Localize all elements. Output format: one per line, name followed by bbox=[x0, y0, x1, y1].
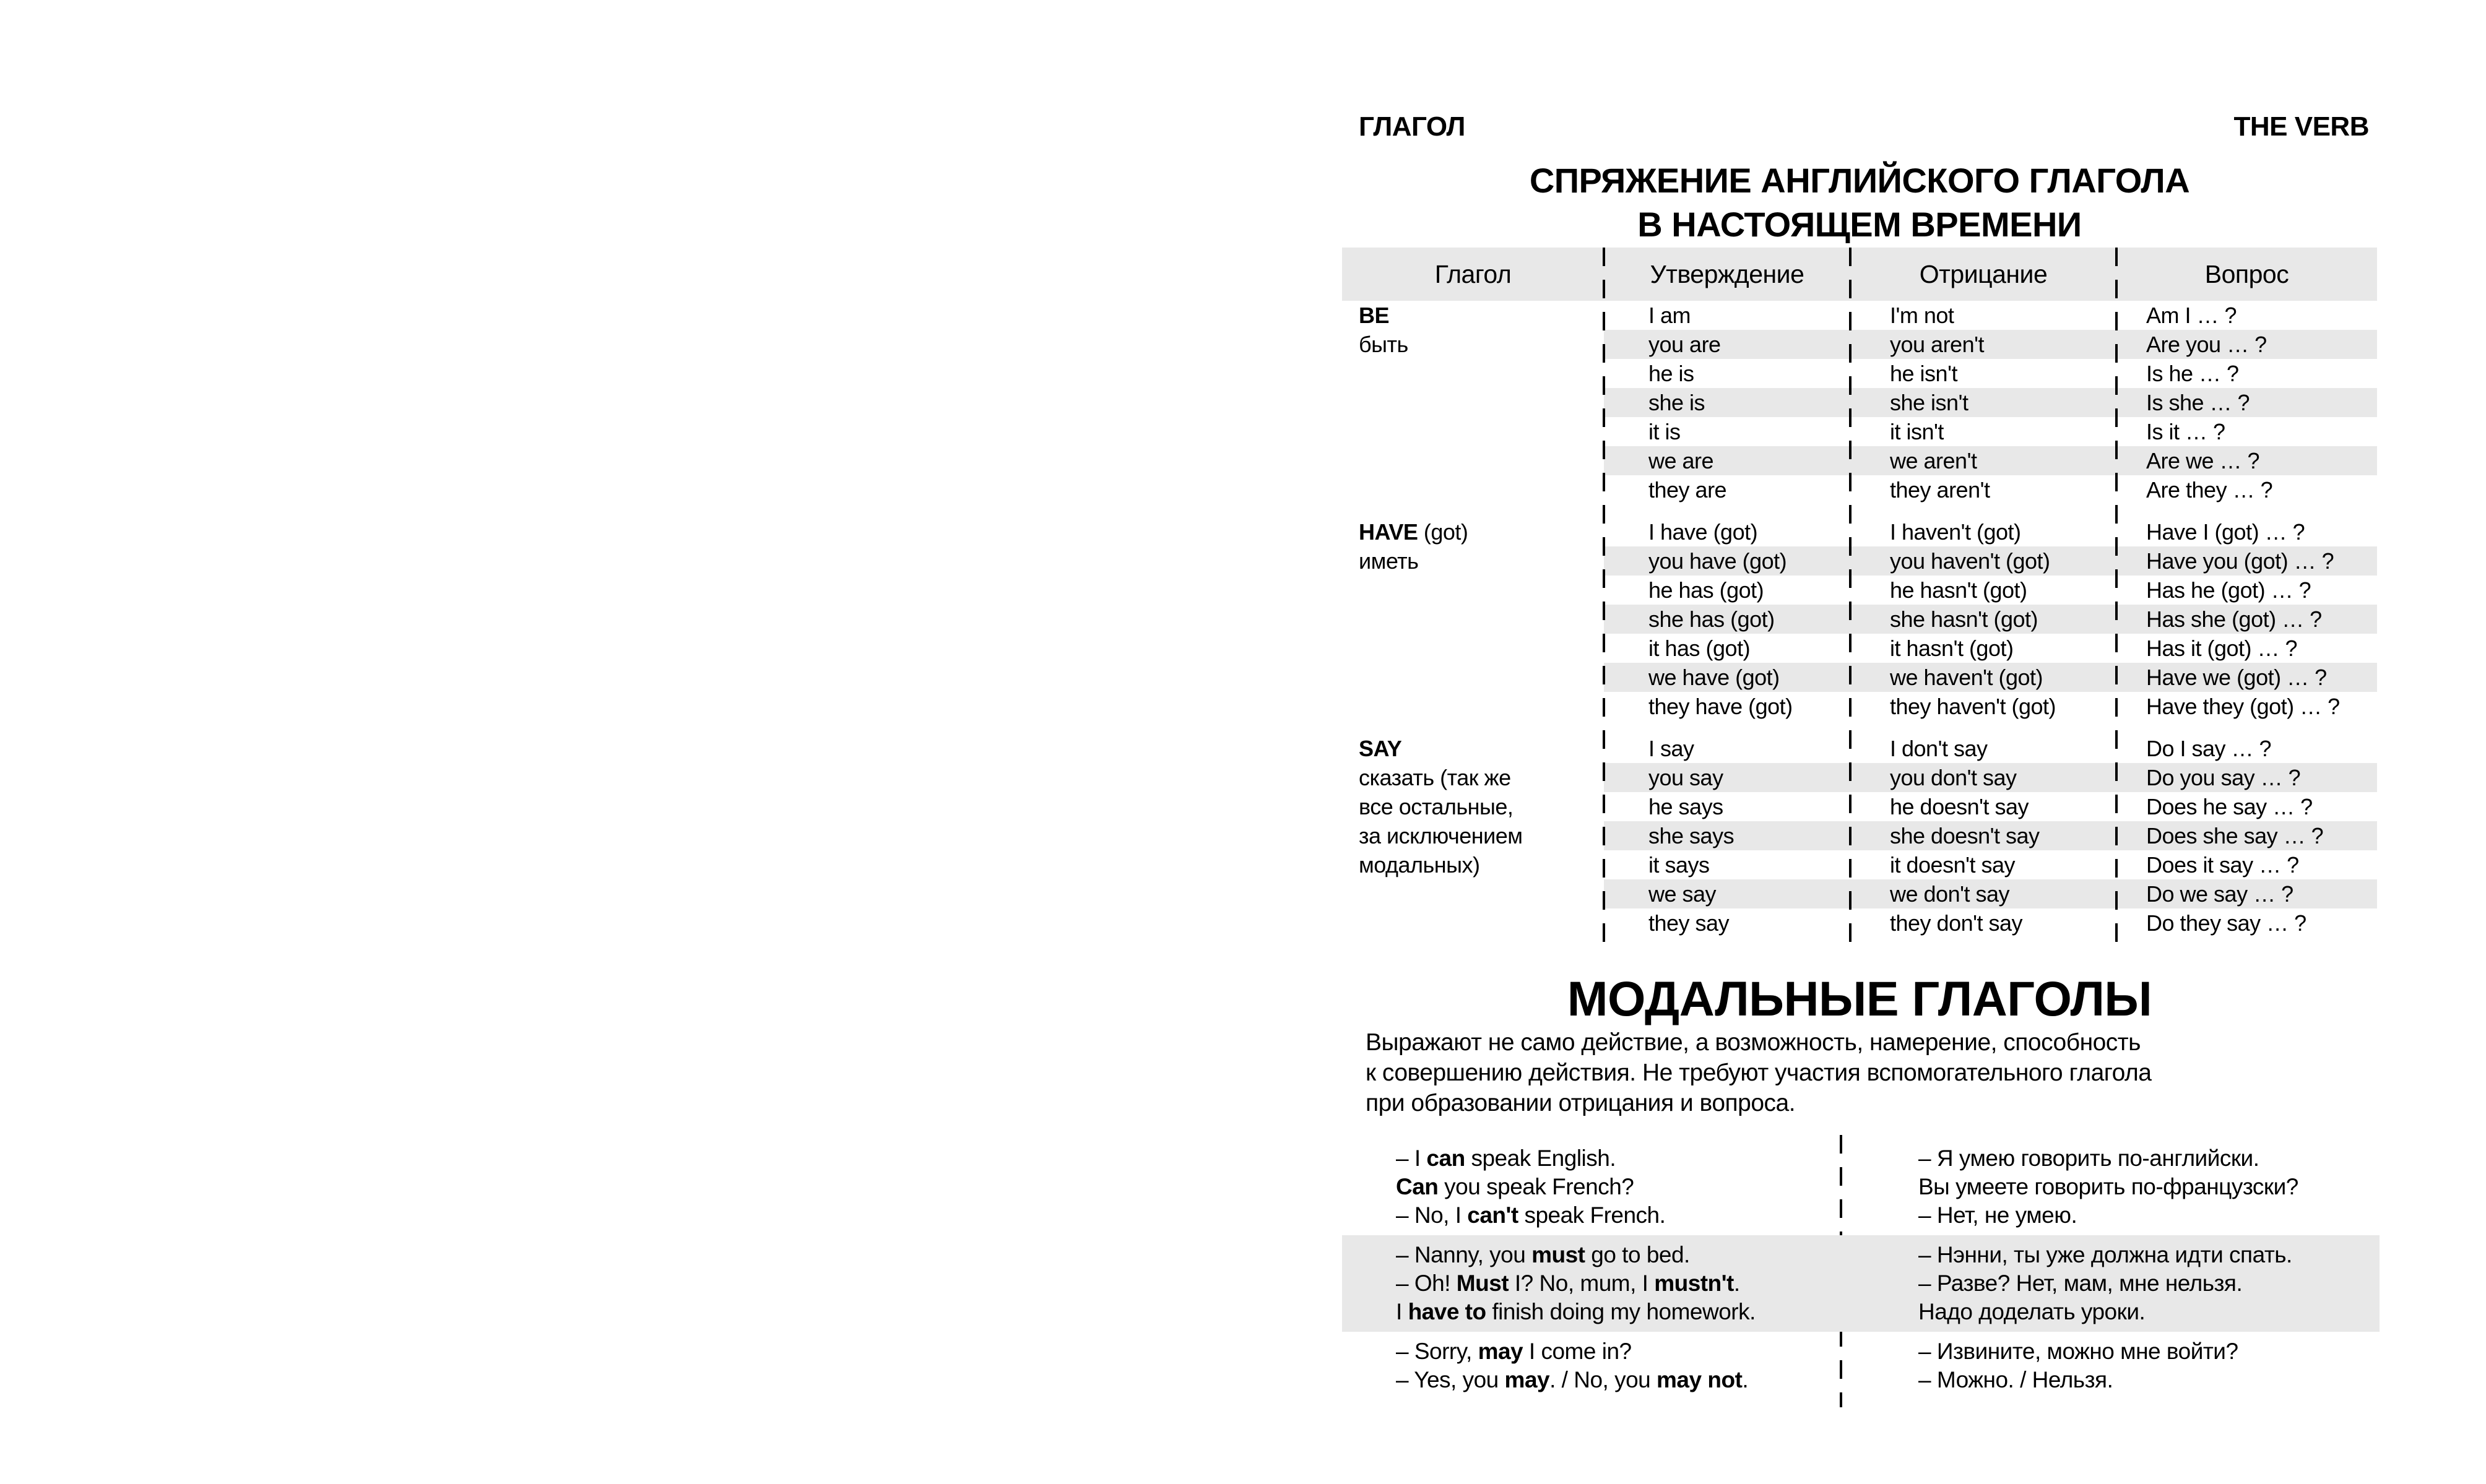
bold-modal-verb: must bbox=[1531, 1242, 1585, 1267]
verb-note: (got) bbox=[1418, 519, 1468, 545]
table-cell: Has it (got) … ? bbox=[2146, 635, 2298, 661]
running-head-right: THE VERB bbox=[2233, 111, 2369, 142]
example-russian-column bbox=[1918, 1337, 2238, 1394]
table-cell: she doesn't say bbox=[1850, 821, 2116, 850]
verb-column-cell bbox=[1342, 908, 1604, 938]
text-segment: . bbox=[1742, 1367, 1749, 1392]
table-section bbox=[1342, 734, 2377, 938]
example-line-russian: – Разве? Нет, мам, мне нельзя. bbox=[1918, 1270, 2243, 1296]
bold-modal-verb: can't bbox=[1467, 1202, 1518, 1228]
example-russian-column bbox=[1918, 1144, 2298, 1230]
table-cell: he is bbox=[1648, 360, 1694, 386]
table-cell: Does she say … ? bbox=[2116, 821, 2377, 850]
table-row bbox=[1342, 417, 2377, 446]
verb-name-line bbox=[1359, 301, 1604, 330]
table-cell: we don't say bbox=[1850, 879, 2116, 908]
table-cell: she is bbox=[1604, 388, 1850, 417]
verb-name: HAVE bbox=[1359, 519, 1418, 545]
column-divider bbox=[1849, 248, 1852, 953]
verb-column-cell bbox=[1342, 417, 1604, 446]
verb-translation-line: сказать (так же bbox=[1359, 765, 1511, 790]
table-cell: it doesn't say bbox=[1890, 852, 2015, 878]
table-cell: Is it … ? bbox=[2146, 418, 2225, 444]
table-cell: it says bbox=[1648, 852, 1710, 878]
verb-name-line bbox=[1359, 734, 1604, 763]
examples bbox=[1342, 1139, 2380, 1400]
table-cell: I have (got) bbox=[1648, 519, 1758, 545]
verb-column-cell bbox=[1342, 634, 1604, 663]
table-cell: Are you … ? bbox=[2116, 330, 2377, 359]
table-cell: Are they … ? bbox=[2146, 477, 2273, 503]
text-segment: I bbox=[1396, 1299, 1408, 1324]
table-row bbox=[1342, 475, 2377, 504]
verb-translation-line: быть bbox=[1359, 332, 1408, 357]
table-cell: they haven't (got) bbox=[1890, 693, 2056, 719]
text-segment: speak French. bbox=[1518, 1202, 1666, 1228]
example-line-russian: – Извините, можно мне войти? bbox=[1918, 1339, 2238, 1364]
text-segment: – Oh! bbox=[1396, 1270, 1457, 1296]
bold-modal-verb: Can bbox=[1396, 1174, 1439, 1199]
example-block bbox=[1342, 1139, 2380, 1235]
verb-label bbox=[1342, 517, 1604, 576]
verb-column-cell bbox=[1342, 663, 1604, 692]
page-title bbox=[1342, 158, 2377, 246]
table-cell: he says bbox=[1648, 793, 1723, 819]
table-cell: we say bbox=[1604, 879, 1850, 908]
text-segment: go to bed. bbox=[1585, 1242, 1690, 1267]
table-cell: Have you (got) … ? bbox=[2116, 546, 2377, 576]
table-cell: Have I (got) … ? bbox=[2146, 519, 2305, 545]
text-segment: – No, I bbox=[1396, 1202, 1468, 1228]
column-header: Вопрос bbox=[2204, 259, 2289, 288]
table-row bbox=[1342, 908, 2377, 938]
verb-column-cell bbox=[1342, 605, 1604, 634]
verb-column-cell bbox=[1342, 359, 1604, 388]
bold-modal-verb: may bbox=[1504, 1367, 1550, 1392]
table-cell: Do we say … ? bbox=[2116, 879, 2377, 908]
example-line-russian: – Нет, не умею. bbox=[1918, 1202, 2077, 1228]
verb-translation-line: все остальные, bbox=[1359, 794, 1514, 819]
verb-translation-line: модальных) bbox=[1359, 852, 1480, 878]
column-header: Утверждение bbox=[1650, 259, 1804, 288]
verb-translation-line: за исключением bbox=[1359, 823, 1523, 848]
table-cell: she says bbox=[1604, 821, 1850, 850]
modal-verbs-intro bbox=[1366, 1027, 2151, 1118]
table-cell: Have they (got) … ? bbox=[2146, 693, 2340, 719]
bold-modal-verb: mustn't bbox=[1654, 1270, 1734, 1296]
example-block bbox=[1342, 1235, 2380, 1332]
conjugation-table bbox=[1342, 248, 2377, 951]
intro-line: при образовании отрицания и вопроса. bbox=[1366, 1090, 1796, 1116]
bold-modal-verb: Must bbox=[1456, 1270, 1509, 1296]
table-row bbox=[1342, 663, 2377, 692]
table-cell: Is he … ? bbox=[2146, 360, 2239, 386]
column-header: Глагол bbox=[1434, 259, 1512, 288]
table-section bbox=[1342, 517, 2377, 721]
table-cell: you have (got) bbox=[1604, 546, 1850, 576]
table-row bbox=[1342, 359, 2377, 388]
text-segment: – Nanny, you bbox=[1396, 1242, 1532, 1267]
column-divider bbox=[1603, 248, 1605, 953]
intro-line: Выражают не само действие, а возможность, намерение, способность bbox=[1366, 1029, 2141, 1056]
table-cell: she has (got) bbox=[1604, 605, 1850, 634]
table-cell: you say bbox=[1604, 763, 1850, 792]
table-cell: Is she … ? bbox=[2116, 388, 2377, 417]
table-cell: he doesn't say bbox=[1890, 793, 2029, 819]
table-cell: you haven't (got) bbox=[1850, 546, 2116, 576]
table-cell: we are bbox=[1604, 446, 1850, 475]
text-segment: I come in? bbox=[1523, 1339, 1632, 1364]
table-row bbox=[1342, 576, 2377, 605]
table-cell: he isn't bbox=[1890, 360, 1957, 386]
table-cell: they don't say bbox=[1890, 910, 2023, 936]
text-segment: – Sorry, bbox=[1396, 1339, 1478, 1364]
example-line-russian: Вы умеете говорить по-французски? bbox=[1918, 1174, 2298, 1199]
verb-column-cell bbox=[1342, 388, 1604, 417]
table-cell: I say bbox=[1648, 735, 1694, 761]
table-cell: Do you say … ? bbox=[2116, 763, 2377, 792]
text-segment: finish doing my homework. bbox=[1486, 1299, 1756, 1324]
table-cell: I don't say bbox=[1890, 735, 1988, 761]
table-cell: it is bbox=[1648, 418, 1681, 444]
table-row bbox=[1342, 446, 2377, 475]
text-segment: you speak French? bbox=[1438, 1174, 1634, 1199]
verb-column-cell bbox=[1342, 879, 1604, 908]
table-row bbox=[1342, 879, 2377, 908]
table-header-row bbox=[1342, 248, 2377, 301]
table-cell: Do they say … ? bbox=[2146, 910, 2306, 936]
example-line-russian: Надо доделать уроки. bbox=[1918, 1299, 2146, 1324]
example-russian-column bbox=[1918, 1241, 2292, 1326]
example-line-russian: – Можно. / Нельзя. bbox=[1918, 1367, 2113, 1392]
table-row bbox=[1342, 692, 2377, 721]
table-cell: Do I say … ? bbox=[2146, 735, 2272, 761]
example-line-russian: – Я умею говорить по-английски. bbox=[1918, 1145, 2259, 1171]
table-row bbox=[1342, 388, 2377, 417]
table-cell: they aren't bbox=[1890, 477, 1990, 503]
bold-modal-verb: may not bbox=[1657, 1367, 1743, 1392]
table-body bbox=[1342, 301, 2377, 938]
table-cell: they are bbox=[1648, 477, 1727, 503]
table-cell: we aren't bbox=[1850, 446, 2116, 475]
verb-label bbox=[1342, 301, 1604, 359]
table-cell: you are bbox=[1604, 330, 1850, 359]
verb-name-line bbox=[1359, 517, 1604, 546]
table-cell: I am bbox=[1648, 302, 1691, 328]
text-segment: . bbox=[1733, 1270, 1740, 1296]
verb-name: SAY bbox=[1359, 736, 1402, 761]
text-segment: – Yes, you bbox=[1396, 1367, 1505, 1392]
table-cell: Has he (got) … ? bbox=[2146, 577, 2311, 603]
example-block bbox=[1342, 1332, 2380, 1400]
running-head bbox=[1359, 111, 2369, 142]
table-cell: he has (got) bbox=[1648, 577, 1764, 603]
table-cell: Does it say … ? bbox=[2146, 852, 2299, 878]
table-cell: they have (got) bbox=[1648, 693, 1793, 719]
verb-column-cell bbox=[1342, 692, 1604, 721]
table-cell: I haven't (got) bbox=[1890, 519, 2021, 545]
intro-line: к совершению действия. Не требуют участия вспомогательного глагола bbox=[1366, 1059, 2152, 1086]
page-title-line2: В НАСТОЯЩЕМ ВРЕМЕНИ bbox=[1637, 205, 2082, 244]
table-cell: she isn't bbox=[1850, 388, 2116, 417]
table-cell: we have (got) bbox=[1604, 663, 1850, 692]
text-segment: I? No, mum, I bbox=[1509, 1270, 1655, 1296]
verb-column-cell bbox=[1342, 446, 1604, 475]
table-cell: you don't say bbox=[1850, 763, 2116, 792]
column-divider bbox=[2115, 248, 2118, 953]
table-cell: she hasn't (got) bbox=[1850, 605, 2116, 634]
text-segment: speak English. bbox=[1465, 1145, 1616, 1171]
table-cell: Does he say … ? bbox=[2146, 793, 2313, 819]
page-title-line1: СПРЯЖЕНИЕ АНГЛИЙСКОГО ГЛАГОЛА bbox=[1529, 161, 2190, 200]
table-cell: Are we … ? bbox=[2116, 446, 2377, 475]
table-cell: Am I … ? bbox=[2146, 302, 2237, 328]
text-segment: – I bbox=[1396, 1145, 1427, 1171]
table-cell: I'm not bbox=[1890, 302, 1954, 328]
modal-verbs-title: МОДАЛЬНЫЕ ГЛАГОЛЫ bbox=[1567, 971, 2152, 1026]
table-cell: it hasn't (got) bbox=[1890, 635, 2014, 661]
table-cell: Has she (got) … ? bbox=[2116, 605, 2377, 634]
verb-label bbox=[1342, 734, 1604, 879]
bold-modal-verb: have to bbox=[1408, 1299, 1486, 1324]
verb-translation-line: иметь bbox=[1359, 548, 1419, 574]
table-cell: they say bbox=[1648, 910, 1730, 936]
verb-name: BE bbox=[1359, 303, 1390, 328]
table-row bbox=[1342, 605, 2377, 634]
example-line-russian: – Нэнни, ты уже должна идти спать. bbox=[1918, 1242, 2292, 1267]
table-cell: he hasn't (got) bbox=[1890, 577, 2027, 603]
verb-column-cell bbox=[1342, 576, 1604, 605]
table-cell: we haven't (got) bbox=[1850, 663, 2116, 692]
running-head-left: ГЛАГОЛ bbox=[1359, 111, 1465, 142]
text-segment: . / No, you bbox=[1549, 1367, 1657, 1392]
table-cell: Have we (got) … ? bbox=[2116, 663, 2377, 692]
table-cell: it isn't bbox=[1890, 418, 1944, 444]
verb-column-cell bbox=[1342, 475, 1604, 504]
column-header: Отрицание bbox=[1919, 259, 2048, 288]
table-row bbox=[1342, 634, 2377, 663]
bold-modal-verb: may bbox=[1478, 1339, 1523, 1364]
table-cell: you aren't bbox=[1850, 330, 2116, 359]
table-cell: it has (got) bbox=[1648, 635, 1751, 661]
table-section bbox=[1342, 301, 2377, 504]
bold-modal-verb: can bbox=[1426, 1145, 1465, 1171]
